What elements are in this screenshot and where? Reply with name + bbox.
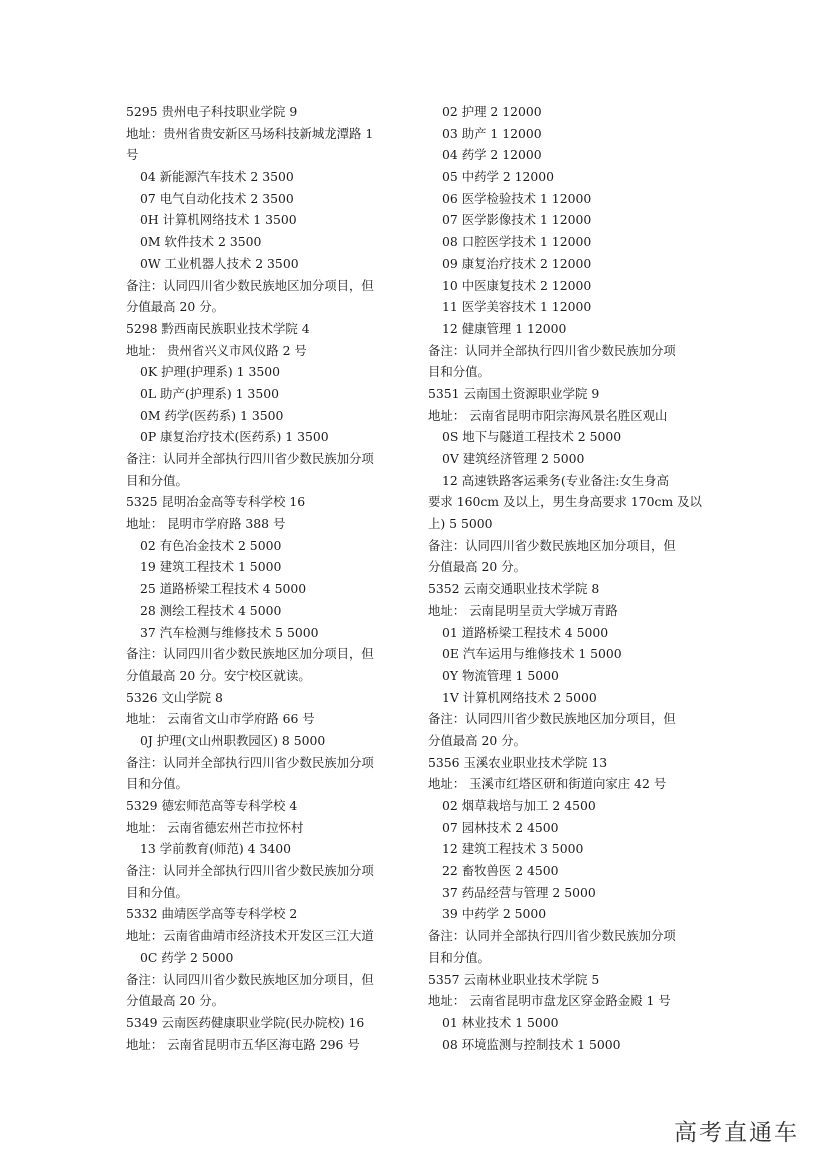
program-line: 07 医学影像技术 1 12000 — [442, 212, 592, 228]
text-line: 地址： 云南省昆明市五华区海屯路 296 号 — [126, 1036, 360, 1052]
text-line: 分值最高 20 分。 — [126, 299, 224, 315]
program-line: 01 林业技术 1 5000 — [442, 1014, 559, 1030]
text-line: 地址： 昆明市学府路 388 号 — [126, 516, 286, 532]
program-line: 37 药品经营与管理 2 5000 — [442, 884, 596, 900]
text-line: 要求 160cm 及以上，男生身高要求 170cm 及以 — [428, 494, 702, 510]
text-line: 分值最高 20 分。 — [428, 559, 526, 575]
text-line: 备注：认同四川省少数民族地区加分项目，但 — [428, 537, 676, 553]
text-line: 分值最高 20 分。 — [428, 732, 526, 748]
text-line: 5325 昆明冶金高等专科学校 16 — [126, 494, 306, 510]
text-line: 5349 云南医药健康职业学院(民办院校) 16 — [126, 1014, 365, 1030]
program-line: 0W 工业机器人技术 2 3500 — [140, 255, 299, 271]
program-line: 01 道路桥梁工程技术 4 5000 — [442, 624, 609, 640]
program-line: 0M 软件技术 2 3500 — [140, 234, 262, 250]
program-line: 02 护理 2 12000 — [442, 104, 542, 119]
program-line: 39 中药学 2 5000 — [442, 906, 547, 922]
watermark-logo: 高考直通车 — [674, 1120, 799, 1146]
left-column — [126, 101, 404, 1055]
program-line: 0C 药学 2 5000 — [140, 949, 234, 965]
text-line: 5357 云南林业职业技术学院 5 — [428, 971, 600, 987]
program-line: 0P 康复治疗技术(医药系) 1 3500 — [140, 429, 329, 445]
text-line: 地址： 贵州省兴义市风仪路 2 号 — [126, 342, 307, 358]
program-line: 07 园林技术 2 4500 — [442, 819, 559, 835]
program-line: 0E 汽车运用与维修技术 1 5000 — [442, 646, 622, 662]
text-line: 分值最高 20 分。安宁校区就读。 — [126, 667, 311, 683]
text-line: 地址： 云南省文山市学府路 66 号 — [126, 711, 315, 727]
program-line: 12 健康管理 1 12000 — [442, 320, 567, 336]
text-line: 地址： 云南省昆明市盘龙区穿金路金殿 1 号 — [428, 993, 671, 1009]
text-line: 备注：认同四川省少数民族地区加分项目，但 — [428, 711, 676, 727]
text-line: 地址：云南省曲靖市经济技术开发区三江大道 — [126, 928, 374, 944]
text-line: 5356 玉溪农业职业技术学院 13 — [428, 754, 608, 770]
program-line: 0J 护理(文山州职教园区) 8 5000 — [140, 732, 326, 748]
program-line: 06 医学检验技术 1 12000 — [442, 190, 592, 206]
program-line: 08 口腔医学技术 1 12000 — [442, 234, 592, 250]
program-line: 02 烟草栽培与加工 2 4500 — [442, 798, 596, 813]
text-line: 地址： 玉溪市红塔区研和街道向家庄 42 号 — [428, 776, 667, 792]
text-line: 目和分值。 — [428, 364, 490, 380]
program-line: 25 道路桥梁工程技术 4 5000 — [140, 581, 307, 597]
text-line: 备注：认同四川省少数民族地区加分项目，但 — [126, 646, 374, 662]
text-line: 备注：认同四川省少数民族地区加分项目，但 — [126, 277, 374, 293]
program-line: 0V 建筑经济管理 2 5000 — [442, 451, 585, 466]
program-line: 13 学前教育(师范) 4 3400 — [140, 841, 292, 857]
text-line: 5298 黔西南民族职业技术学院 4 — [126, 320, 310, 336]
text-line: 备注：认同并全部执行四川省少数民族加分项 — [428, 342, 676, 358]
program-line: 0Y 物流管理 1 5000 — [442, 667, 559, 683]
text-line: 地址： 云南昆明呈贡大学城万青路 — [428, 602, 618, 618]
text-line: 目和分值。 — [126, 884, 188, 900]
program-line: 04 药学 2 12000 — [442, 147, 542, 163]
text-line: 备注：认同并全部执行四川省少数民族加分项 — [126, 451, 374, 466]
text-line: 备注：认同并全部执行四川省少数民族加分项 — [126, 863, 374, 879]
text-line: 地址：贵州省贵安新区马场科技新城龙潭路 1 — [126, 125, 374, 141]
text-line: 5295 贵州电子科技职业学院 9 — [126, 104, 298, 119]
right-column — [428, 101, 706, 1055]
text-line: 备注：认同并全部执行四川省少数民族加分项 — [428, 928, 676, 944]
program-line: 07 电气自动化技术 2 3500 — [140, 190, 294, 206]
program-line: 12 高速铁路客运乘务(专业备注:女生身高 — [442, 472, 669, 488]
program-line: 12 建筑工程技术 3 5000 — [442, 841, 584, 857]
program-line: 05 中药学 2 12000 — [442, 169, 555, 185]
program-line: 02 有色冶金技术 2 5000 — [140, 537, 282, 553]
program-line: 0K 护理(护理系) 1 3500 — [140, 364, 280, 380]
program-line: 09 康复治疗技术 2 12000 — [442, 255, 592, 271]
program-line: 19 建筑工程技术 1 5000 — [140, 559, 282, 575]
text-line: 地址： 云南省昆明市阳宗海风景名胜区观山 — [428, 407, 668, 423]
text-line: 5352 云南交通职业技术学院 8 — [428, 581, 600, 597]
text-line: 上) 5 5000 — [428, 516, 493, 532]
program-line: 1V 计算机网络技术 2 5000 — [442, 689, 597, 705]
program-line: 03 助产 1 12000 — [442, 125, 542, 141]
program-line: 28 测绘工程技术 4 5000 — [140, 602, 282, 618]
text-line: 目和分值。 — [126, 472, 188, 488]
program-line: 22 畜牧兽医 2 4500 — [442, 863, 559, 879]
text-line: 备注：认同并全部执行四川省少数民族加分项 — [126, 754, 374, 770]
program-line: 10 中医康复技术 2 12000 — [442, 277, 592, 293]
text-line: 备注：认同四川省少数民族地区加分项目，但 — [126, 971, 374, 987]
program-line: 0H 计算机网络技术 1 3500 — [140, 212, 297, 228]
text-line: 5351 云南国土资源职业学院 9 — [428, 385, 600, 401]
text-line: 5332 曲靖医学高等专科学校 2 — [126, 906, 298, 922]
text-line: 5329 德宏师范高等专科学校 4 — [126, 798, 298, 813]
text-line: 号 — [126, 147, 139, 163]
text-line: 目和分值。 — [428, 949, 490, 965]
program-line: 08 环境监测与控制技术 1 5000 — [442, 1036, 621, 1052]
program-line: 0L 助产(护理系) 1 3500 — [140, 385, 279, 401]
text-line: 地址： 云南省德宏州芒市拉怀村 — [126, 819, 304, 835]
text-line: 5326 文山学院 8 — [126, 689, 223, 705]
program-line: 11 医学美容技术 1 12000 — [442, 299, 592, 315]
program-line: 37 汽车检测与维修技术 5 5000 — [140, 624, 319, 640]
text-line: 目和分值。 — [126, 776, 188, 792]
program-line: 0M 药学(医药系) 1 3500 — [140, 407, 284, 423]
text-line: 分值最高 20 分。 — [126, 993, 224, 1009]
program-line: 0S 地下与隧道工程技术 2 5000 — [442, 429, 622, 445]
program-line: 04 新能源汽车技术 2 3500 — [140, 169, 294, 185]
